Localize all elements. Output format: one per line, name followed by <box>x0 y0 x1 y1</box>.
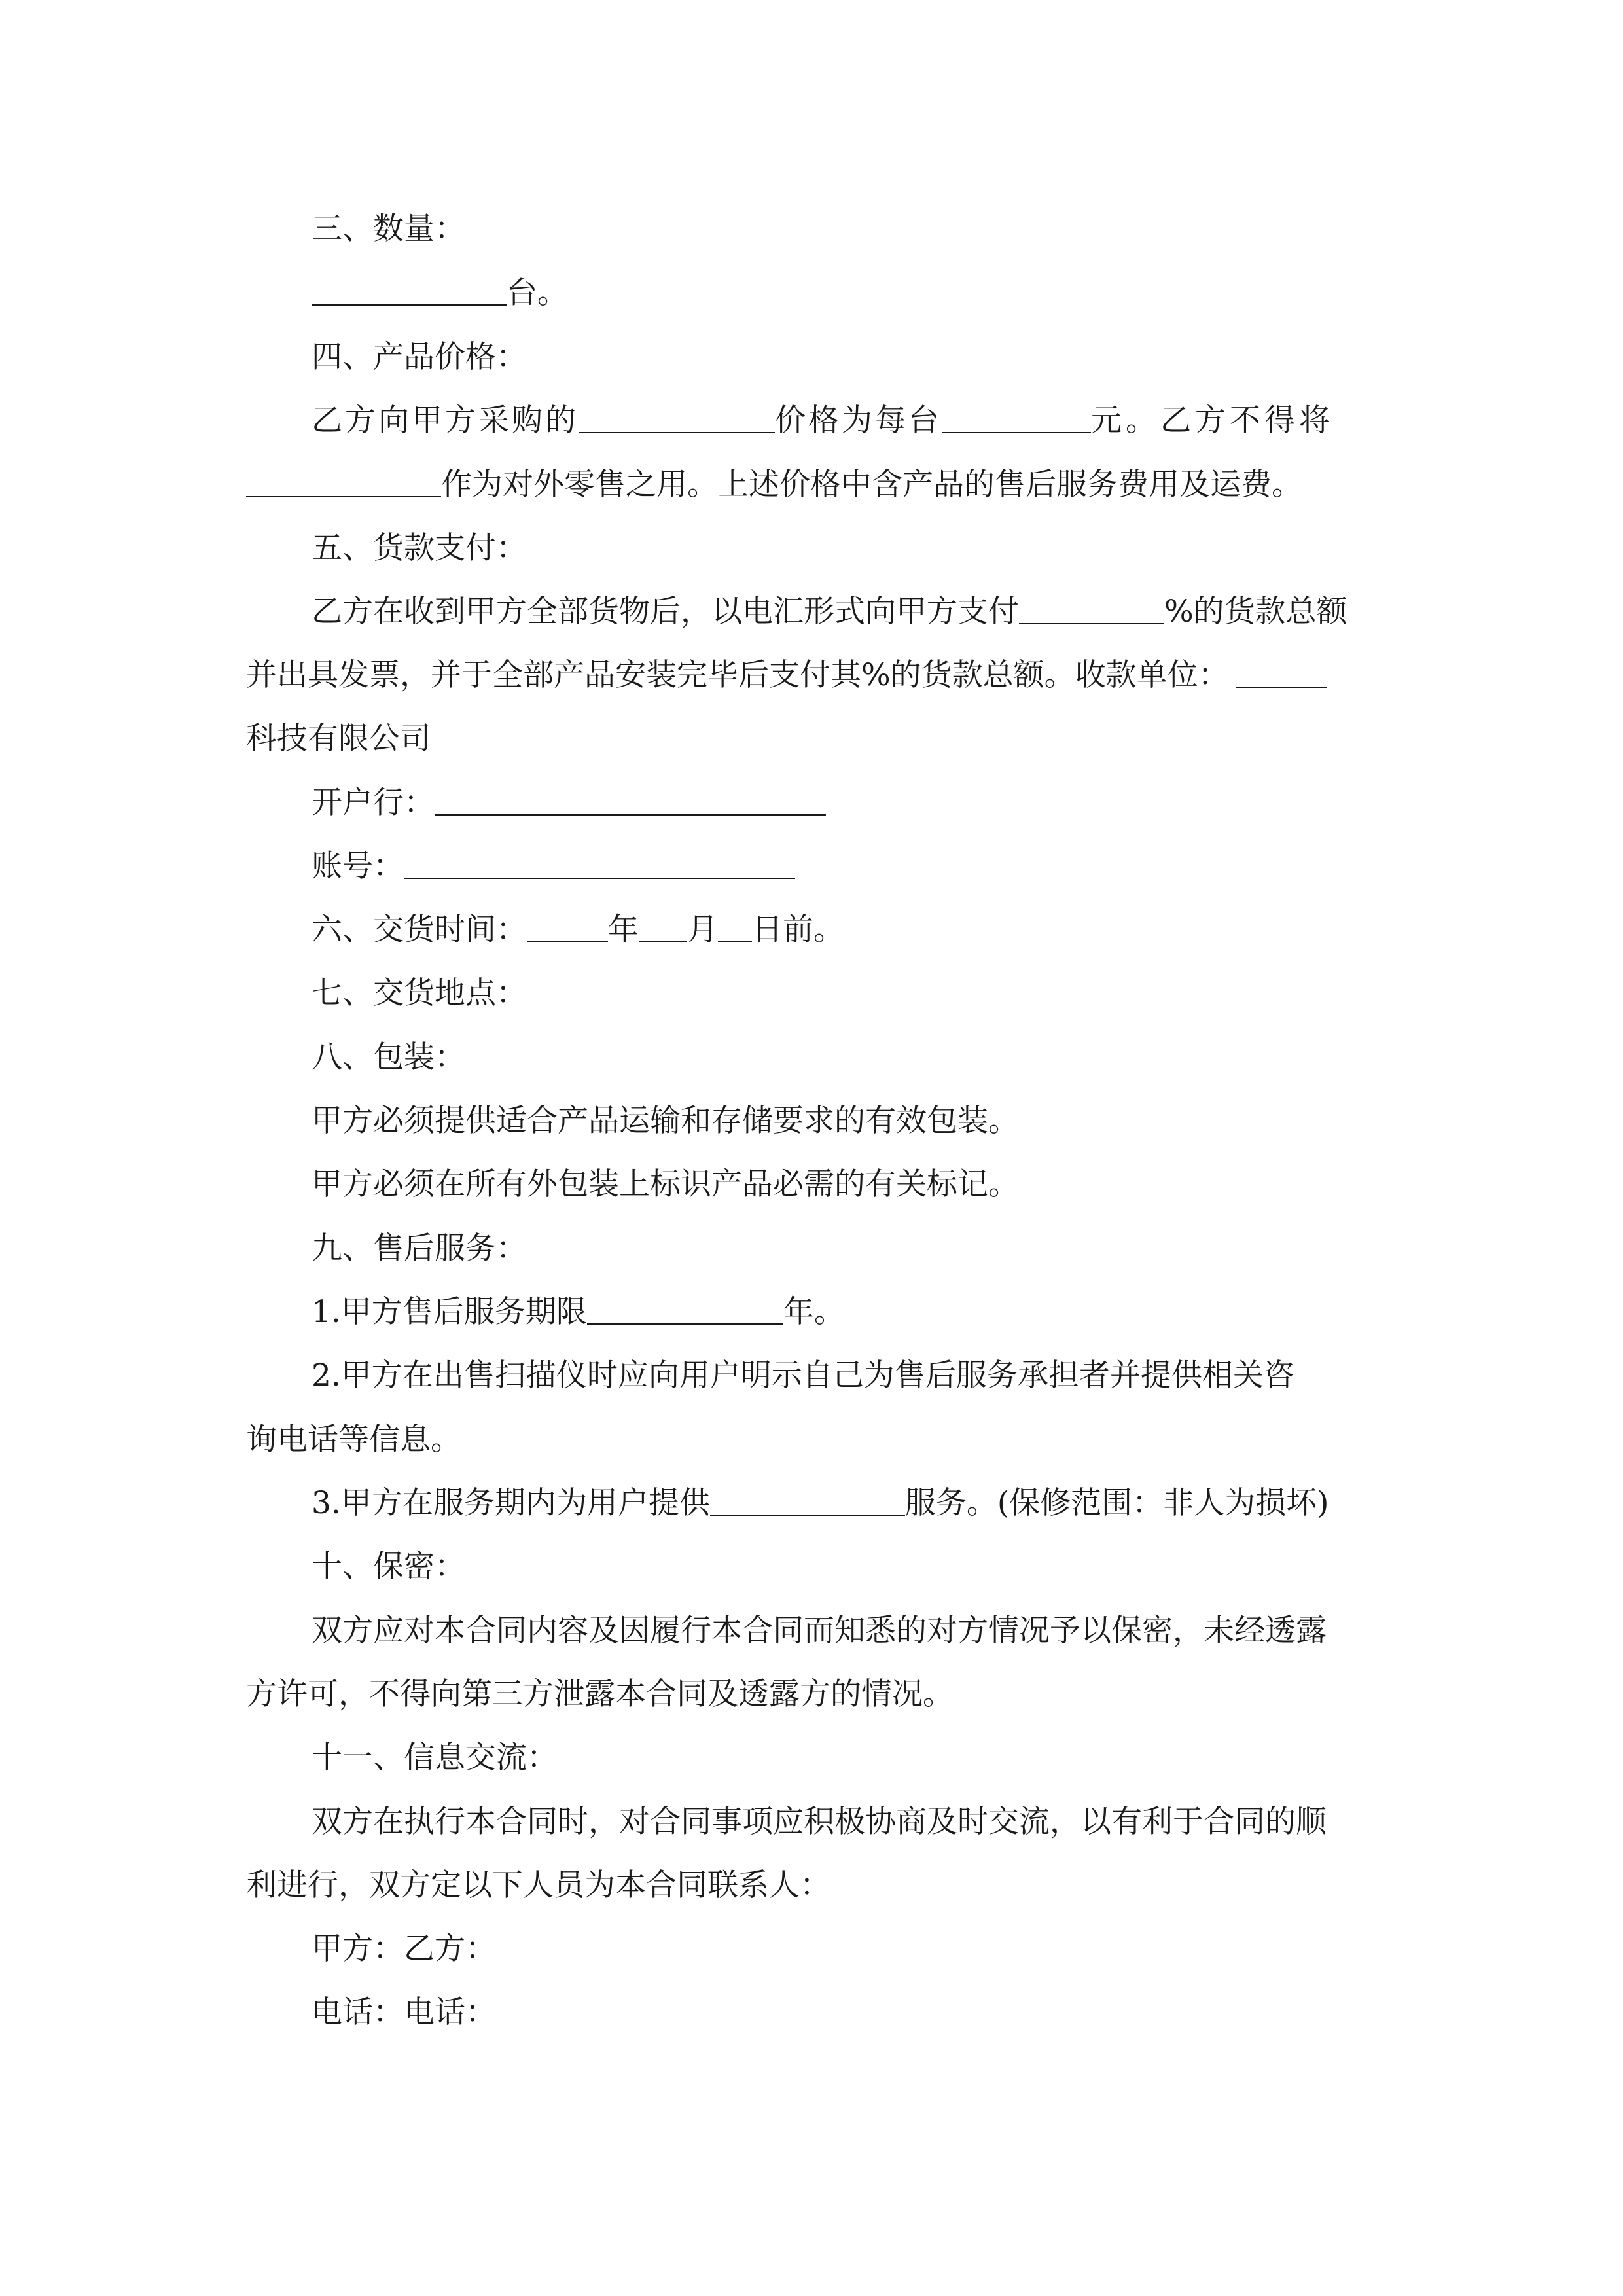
price-paragraph-line-2: 作为对外零售之用。上述价格中含产品的售后服务费用及运费。 <box>246 465 1302 505</box>
unit-price-blank[interactable] <box>942 404 1091 433</box>
section-3-heading: 三、数量： <box>312 211 465 247</box>
packaging-line-1: 甲方必须提供适合产品运输和存储要求的有效包装。 <box>312 1103 1019 1139</box>
price-paragraph-line-1: 乙方向甲方采购的 价格为每台 元。乙方不得将 <box>312 403 1334 439</box>
section-10-heading: 十、保密： <box>312 1549 465 1585</box>
payee-blank[interactable] <box>1236 659 1327 688</box>
account-line: 账号： <box>312 847 795 886</box>
communication-line-1: 双方在执行本合同时，对合同事项应积极协商及时交流，以有利于合同的顺 <box>312 1804 1327 1840</box>
payment-paragraph-line-3: 科技有限公司 <box>246 721 431 757</box>
year-blank[interactable] <box>527 914 608 942</box>
section-4-heading: 四、产品价格： <box>312 339 527 375</box>
service-item-1: 1.甲方售后服务期限 年。 <box>312 1294 845 1330</box>
section-11-heading: 十一、信息交流： <box>312 1740 558 1776</box>
section-8-heading: 八、包装： <box>312 1039 465 1075</box>
communication-line-2: 利进行，双方定以下人员为本合同联系人： <box>246 1867 830 1903</box>
quantity-blank[interactable] <box>312 277 507 306</box>
payment-paragraph-line-1: 乙方在收到甲方全部货物后，以电汇形式向甲方支付 %的货款总额 <box>312 594 1347 630</box>
section-9-heading: 九、售后服务： <box>312 1230 527 1266</box>
month-blank[interactable] <box>639 914 687 942</box>
section-7-heading: 七、交货地点： <box>312 975 527 1011</box>
service-item-2-line-2: 询电话等信息。 <box>246 1422 461 1458</box>
service-type-blank[interactable] <box>710 1487 905 1516</box>
bank-line: 开户行： <box>312 783 826 823</box>
section-5-heading: 五、货款支付： <box>312 530 527 566</box>
service-period-blank[interactable] <box>587 1296 783 1325</box>
product-name-blank[interactable] <box>579 404 775 433</box>
product-blank-2[interactable] <box>246 469 441 497</box>
account-blank[interactable] <box>404 850 795 879</box>
confidentiality-line-2: 方许可，不得向第三方泄露本合同及透露方的情况。 <box>246 1676 954 1712</box>
payment-paragraph-line-2: 并出具发票，并于全部产品安装完毕后支付其%的货款总额。收款单位： <box>246 656 1327 695</box>
confidentiality-line-1: 双方应对本合同内容及因履行本合同而知悉的对方情况予以保密，未经透露 <box>312 1613 1327 1649</box>
service-item-3: 3.甲方在服务期内为用户提供 服务。(保修范围：非人为损坏) <box>312 1485 1329 1521</box>
quantity-line: 台。 <box>312 274 568 313</box>
service-item-2-line-1: 2.甲方在出售扫描仪时应向用户明示自己为售后服务承担者并提供相关咨 <box>312 1357 1294 1393</box>
contact-phone-line: 电话：电话： <box>312 1994 496 2030</box>
bank-blank[interactable] <box>435 787 826 816</box>
contact-parties-line: 甲方：乙方： <box>312 1931 496 1967</box>
delivery-time-line: 六、交货时间： 年 月 日前。 <box>312 912 844 948</box>
payment-percent-blank[interactable] <box>1019 596 1164 624</box>
day-blank[interactable] <box>718 914 752 942</box>
packaging-line-2: 甲方必须在所有外包装上标识产品必需的有关标记。 <box>312 1166 1019 1202</box>
